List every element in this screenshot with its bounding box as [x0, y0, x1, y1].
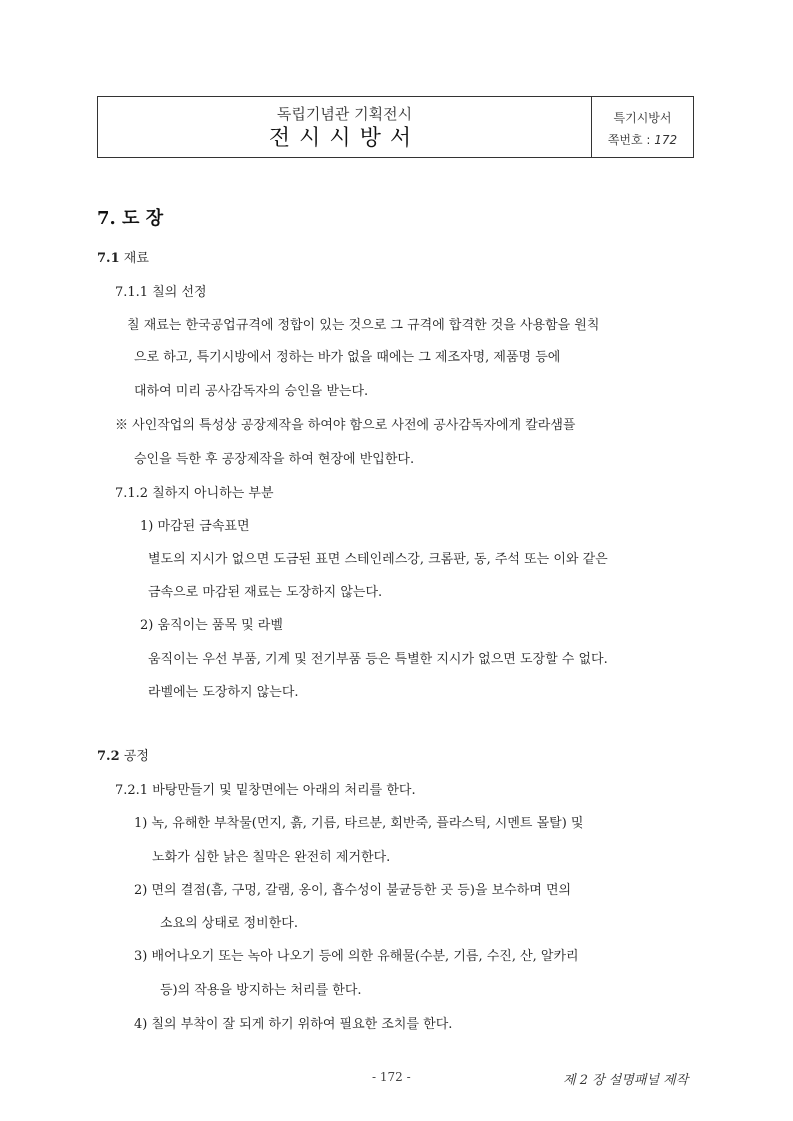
list-item-line: 소요의 상태로 정비한다.	[160, 916, 298, 931]
subsection-7-1-heading	[97, 247, 149, 266]
clause-7-2-1-title: 7.2.1 바탕만들기 및 밑창면에는 아래의 처리를 한다.	[115, 783, 416, 798]
document-header	[97, 96, 694, 158]
subsection-title: 공정	[123, 749, 149, 764]
subsection-number: 7.2	[97, 749, 120, 764]
subsection-title: 재료	[123, 251, 149, 266]
spec-label: 특기시방서	[613, 111, 672, 125]
page-field-value: 172	[654, 133, 678, 147]
list-item-title: 2) 움직이는 품목 및 라벨	[140, 618, 283, 633]
paragraph-line: 칠 재료는 한국공업규격에 정합이 있는 것으로 그 규격에 합격한 것을 사용함을 원칙	[127, 318, 600, 333]
clause-7-1-2-title: 7.1.2 칠하지 아니하는 부분	[115, 486, 274, 501]
subsection-number: 7.1	[97, 251, 120, 266]
header-title: 전시시방서	[268, 126, 421, 151]
list-item-line: 노화가 심한 낡은 칠막은 완전히 제거한다.	[152, 850, 391, 865]
subsection-7-2-heading	[97, 745, 149, 764]
paragraph-line: 으로 하고, 특기시방에서 정하는 바가 없을 때에는 그 제조자명, 제품명 등에	[134, 350, 561, 365]
paragraph-line: 대하여 미리 공사감독자의 승인을 받는다.	[134, 384, 369, 399]
list-item-line: 2) 면의 결점(흠, 구멍, 갈램, 옹이, 흡수성이 불균등한 곳 등)을 보수하며 면의	[134, 883, 572, 898]
clause-7-1-1-title: 7.1.1 칠의 선정	[115, 285, 207, 300]
footer-chapter-title: 제 2 장 설명패널 제작	[563, 1073, 689, 1088]
header-info-cell	[592, 97, 693, 157]
header-subtitle: 독립기념관 기획전시	[276, 105, 413, 123]
list-item-line: 4) 칠의 부착이 잘 되게 하기 위하여 필요한 조치를 한다.	[134, 1017, 453, 1032]
note-line: ※ 사인작업의 특성상 공장제작을 하여야 함으로 사전에 공사감독자에게 칼라샘플	[115, 418, 576, 433]
list-item-line: 별도의 지시가 없으면 도금된 표면 스테인레스강, 크롬판, 동, 주석 또는 이와 같은	[148, 552, 608, 567]
section-title: 7. 도 장	[97, 208, 164, 229]
list-item-line: 등)의 작용을 방지하는 처리를 한다.	[160, 983, 362, 998]
list-item-title: 1) 마감된 금속표면	[140, 519, 250, 534]
page-field	[592, 131, 693, 148]
list-item-line: 1) 녹, 유해한 부착물(먼지, 흙, 기름, 타르분, 회반죽, 플라스틱, 시멘트 몰탈) 및	[134, 816, 584, 831]
list-item-line: 라벨에는 도장하지 않는다.	[148, 685, 299, 700]
list-item-line: 금속으로 마감된 재료는 도장하지 않는다.	[148, 585, 383, 600]
note-line: 승인을 득한 후 공장제작을 하여 현장에 반입한다.	[134, 452, 415, 467]
footer-page-number: - 172 -	[372, 1070, 411, 1084]
list-item-line: 3) 배어나오기 또는 녹아 나오기 등에 의한 유해물(수분, 기름, 수진, 산, 알카리	[134, 949, 579, 964]
header-title-cell	[98, 97, 592, 157]
list-item-line: 움직이는 우선 부품, 기계 및 전기부품 등은 특별한 지시가 없으면 도장할 수 없다.	[148, 652, 608, 667]
page-field-label: 쪽번호 :	[607, 133, 651, 147]
